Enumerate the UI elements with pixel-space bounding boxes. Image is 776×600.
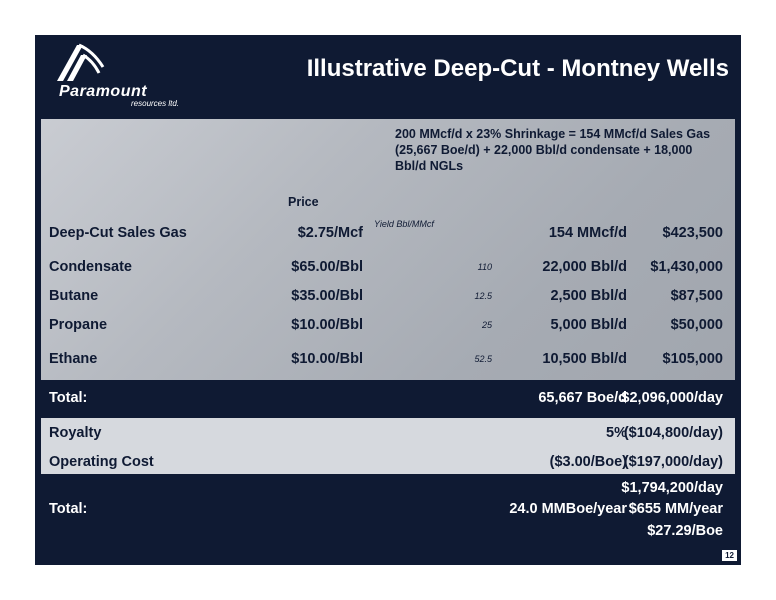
row-yield: 52.5 <box>474 354 492 364</box>
royalty-rate: 5% <box>606 425 627 441</box>
row-price: $10.00/Bbl <box>291 351 363 367</box>
total-label: Total: <box>49 501 88 517</box>
row-name: Propane <box>49 317 108 333</box>
row-name: Deep-Cut Sales Gas <box>49 225 187 241</box>
logo-wordmark: Paramount <box>59 83 148 100</box>
row-name: Butane <box>49 288 99 304</box>
table-row-ethane <box>41 348 735 376</box>
table-row-propane <box>41 314 735 342</box>
row-volume: 5,000 Bbl/d <box>550 317 627 333</box>
total-volume: 65,667 Boe/d <box>538 390 627 406</box>
row-yield: 110 <box>477 262 492 272</box>
row-price: $35.00/Bbl <box>291 288 363 304</box>
opcost-value: ($197,000/day) <box>623 454 723 470</box>
row-value: $50,000 <box>670 317 723 333</box>
row-value: $1,430,000 <box>650 259 723 275</box>
row-yield: 12.5 <box>474 291 492 301</box>
row-volume: 154 MMcf/d <box>548 225 627 241</box>
row-name: Ethane <box>49 351 98 367</box>
price-column-header: Price <box>288 195 319 209</box>
slide <box>35 35 741 565</box>
row-price: $10.00/Bbl <box>291 317 363 333</box>
opcost-label: Operating Cost <box>49 454 154 470</box>
table-row-condensate <box>41 256 735 284</box>
total-per-boe: $27.29/Boe <box>647 523 723 539</box>
row-value: $105,000 <box>662 351 723 367</box>
total-per-day: $1,794,200/day <box>621 480 723 496</box>
row-name: Condensate <box>49 259 132 275</box>
total-band-1 <box>41 380 735 418</box>
slide-title: Illustrative Deep-Cut - Montney Wells <box>306 55 729 82</box>
row-value: $87,500 <box>670 288 723 304</box>
yield-column-header: Yield Bbl/MMcf <box>374 219 434 229</box>
total-annual-volume: 24.0 MMBoe/year <box>509 501 627 517</box>
logo-mark-icon <box>49 41 109 83</box>
header <box>35 35 741 119</box>
total-per-year: $655 MM/year <box>628 501 723 517</box>
row-yield: 25 <box>481 320 492 330</box>
total-value: $2,096,000/day <box>621 390 723 406</box>
total-band-2 <box>41 474 735 545</box>
royalty-label: Royalty <box>49 425 102 441</box>
row-price: $2.75/Mcf <box>297 225 363 241</box>
row-price: $65.00/Bbl <box>291 259 363 275</box>
shrinkage-note: 200 MMcf/d x 23% Shrinkage = 154 MMcf/d Sales Gas (25,667 Boe/d) + 22,000 Bbl/d condensate + 18,000 Bbl/d NGLs <box>395 127 711 173</box>
row-volume: 2,500 Bbl/d <box>550 288 627 304</box>
row-volume: 22,000 Bbl/d <box>542 259 627 275</box>
logo-subtitle: resources ltd. <box>131 99 180 108</box>
company-logo <box>49 41 219 113</box>
row-volume: 10,500 Bbl/d <box>542 351 627 367</box>
deductions-band <box>41 418 735 474</box>
row-value: $423,500 <box>662 225 723 241</box>
opcost-rate: ($3.00/Boe) <box>549 454 627 470</box>
total-label: Total: <box>49 390 88 406</box>
page-number: 12 <box>722 550 737 561</box>
royalty-value: ($104,800/day) <box>623 425 723 441</box>
table-row-butane <box>41 285 735 313</box>
